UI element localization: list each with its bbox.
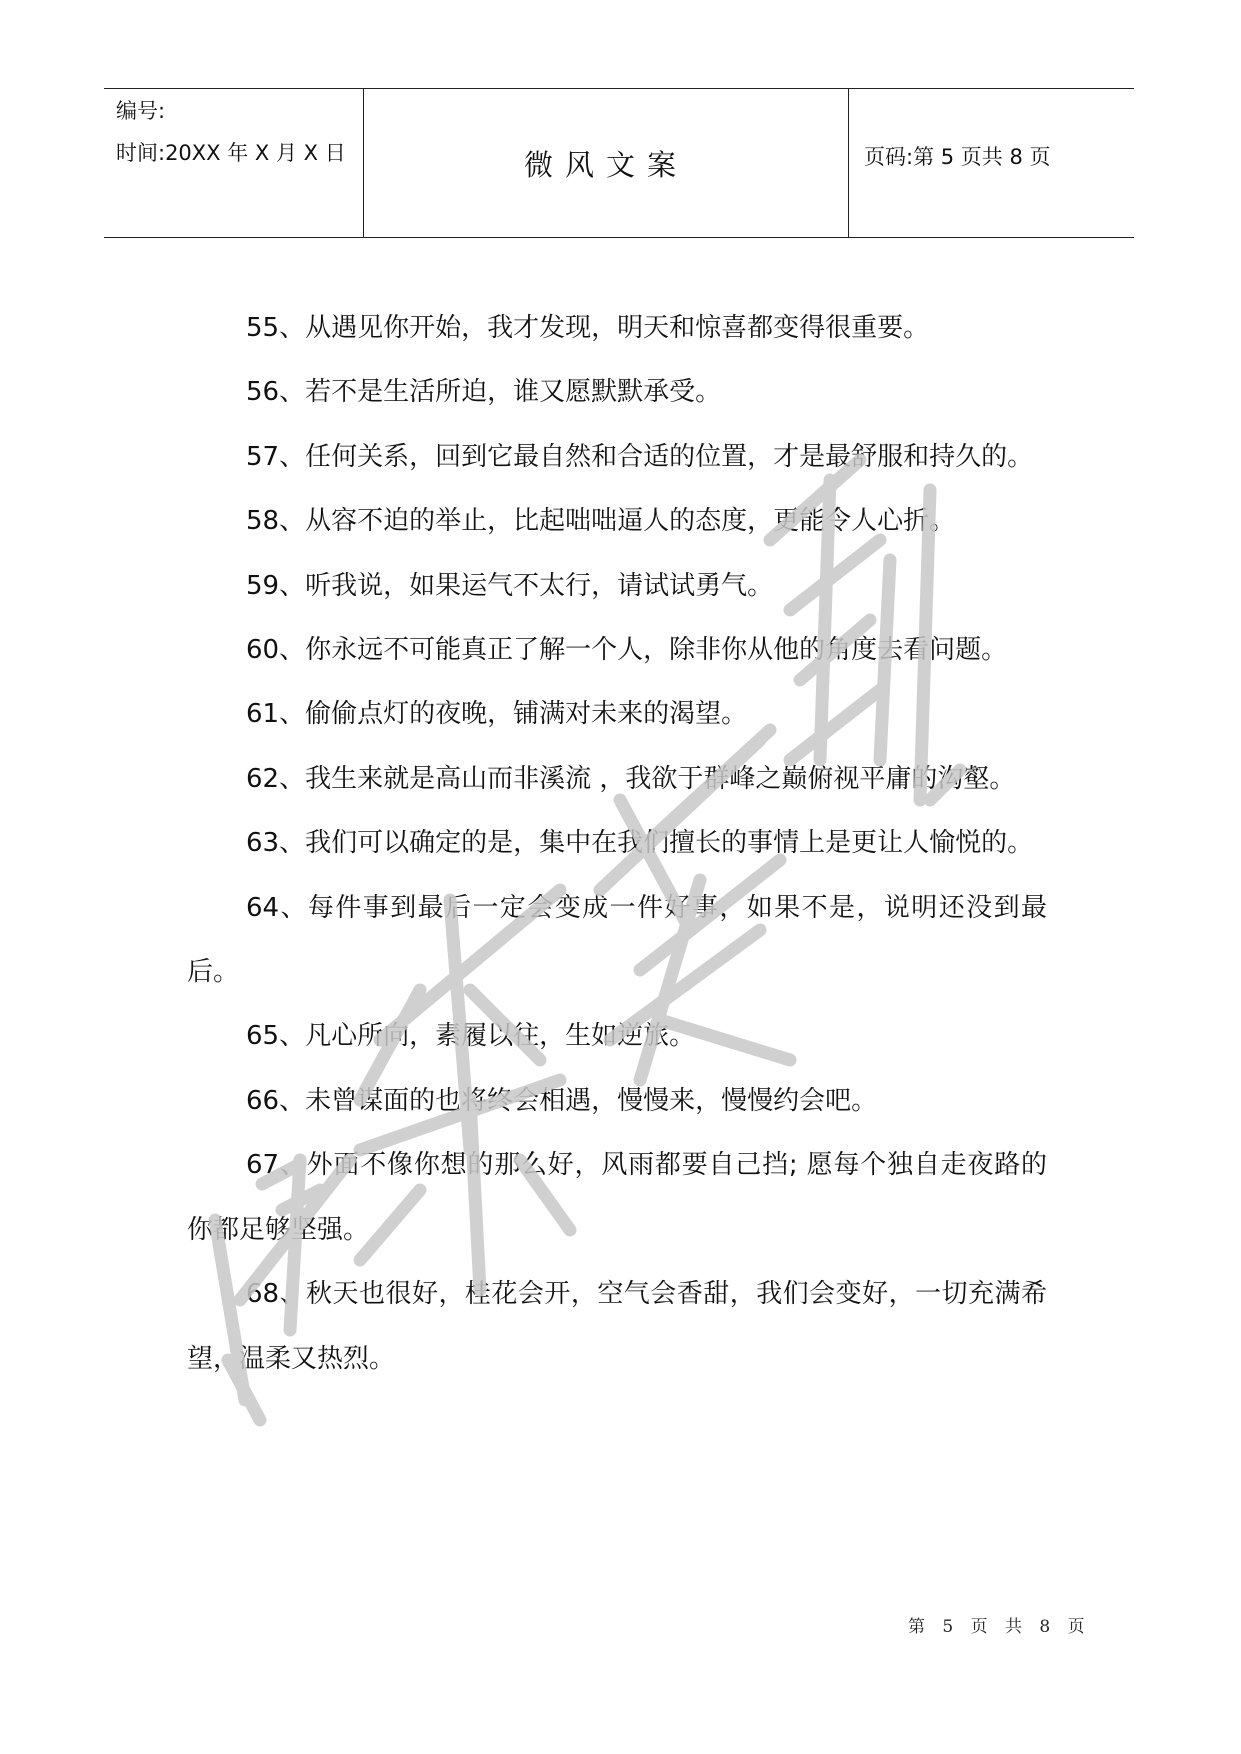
quote-item: 65、凡心所向，素履以往，生如逆旅。: [246, 1021, 696, 1052]
header-page-number: 页码:第 5 页共 8 页: [864, 145, 1051, 169]
header-table: [104, 88, 1134, 238]
quote-item: 68、秋天也很好，桂花会开，空气会香甜，我们会变好，一切充满希望，温柔又热烈。: [187, 1279, 1047, 1374]
document-title: 微风文案: [524, 148, 689, 182]
quote-item: 66、未曾谋面的也将终会相遇，慢慢来，慢慢约会吧。: [246, 1085, 878, 1116]
quote-item: 58、从容不迫的举止，比起咄咄逼人的态度，更能令人心折。: [246, 506, 956, 537]
quote-item: 59、听我说，如果运气不太行，请试试勇气。: [246, 570, 774, 601]
footer-page-number: 第 5 页 共 8 页: [908, 1617, 1091, 1637]
quote-item: 63、我们可以确定的是，集中在我们擅长的事情上是更让人愉悦的。: [246, 828, 1034, 859]
quote-item: 62、我生来就是高山而非溪流 ，我欲于群峰之巅俯视平庸的沟壑。: [246, 763, 1016, 794]
quote-item: 60、你永远不可能真正了解一个人，除非你从他的角度去看问题。: [246, 635, 1008, 666]
quote-item: 55、从遇见你开始，我才发现，明天和惊喜都变得很重要。: [246, 313, 930, 343]
header-divider-right: [848, 89, 849, 237]
date-label: 时间:20XX 年 X 月 X 日: [116, 141, 346, 165]
serial-number-label: 编号:: [116, 99, 166, 123]
quote-item: 56、若不是生活所迫，谁又愿默默承受。: [246, 377, 722, 408]
quote-item: 57、任何关系，回到它最自然和合适的位置，才是最舒服和持久的。: [246, 441, 1034, 472]
quote-item: 64、每件事到最后一定会变成一件好事，如果不是，说明还没到最后。: [187, 892, 1047, 988]
quote-item: 61、偷偷点灯的夜晚，铺满对未来的渴望。: [246, 699, 748, 730]
header-divider-left: [363, 89, 364, 237]
quote-item: 67、外面不像你想的那么好，风雨都要自己挡; 愿每个独自走夜路的你都足够坚强。: [187, 1150, 1047, 1245]
quote-list: [187, 296, 1047, 1391]
